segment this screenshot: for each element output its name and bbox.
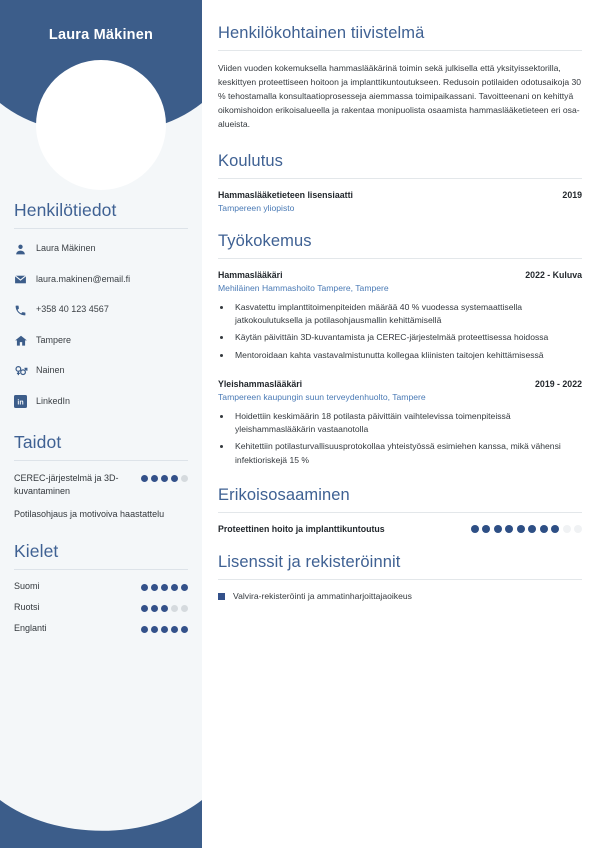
rating-dot bbox=[482, 525, 490, 533]
divider bbox=[218, 50, 582, 51]
skill-item bbox=[14, 472, 188, 498]
contact-value: +358 40 123 4567 bbox=[36, 304, 109, 315]
skills-list bbox=[14, 472, 188, 521]
bullet-item: • Mentoroidaan kahta vastavalmistunutta kollegaa kliinisten taitojen kehittämisessä bbox=[232, 349, 582, 362]
section-education bbox=[218, 152, 582, 213]
section-skills bbox=[14, 432, 188, 521]
divider bbox=[14, 460, 188, 461]
expertise-heading: Erikoisosaaminen bbox=[218, 486, 350, 505]
section-expertise bbox=[218, 486, 582, 534]
svg-text:in: in bbox=[17, 399, 24, 407]
rating-dot bbox=[494, 525, 502, 533]
phone-icon bbox=[14, 304, 36, 317]
entry-title: Yleishammaslääkäri bbox=[218, 378, 303, 389]
bullet-item: • Hoidettiin keskimäärin 18 potilasta päivittäin vaihtelevissa toimenpiteissä yleishammaslääkärin vastaanotolla bbox=[232, 410, 582, 437]
rating-dot bbox=[141, 475, 148, 482]
language-item bbox=[14, 623, 188, 633]
home-icon bbox=[14, 334, 36, 348]
rating-dot bbox=[151, 584, 158, 591]
entry-bullets bbox=[232, 301, 582, 362]
rating-dot bbox=[161, 584, 168, 591]
user-icon bbox=[14, 243, 36, 256]
rating-dot bbox=[574, 525, 582, 533]
rating-dot bbox=[171, 605, 178, 612]
summary-text: Viiden vuoden kokemuksella hammaslääkärinä toimin sekä julkisella että yksityissektorilla, keskittyen proteettiseen hoitoon ja implanttikuntoutukseen. Redusoin potilaiden odotusaikoja 30 % tehostamalla konsultaatioprosesseja aiemmassa toimipaikassani. Tavoitteenani on kehittyä oikomishoidon erikoisalueella ja rakentaa monipuolista osaamista hammaslääketieteen eri osa-alueista. bbox=[218, 63, 582, 129]
experience-entry bbox=[218, 379, 582, 467]
contact-value: Tampere bbox=[36, 334, 72, 345]
rating-dot bbox=[563, 525, 571, 533]
main-content bbox=[202, 0, 600, 848]
contact-row-gender bbox=[14, 362, 188, 380]
rating-dot bbox=[181, 605, 188, 612]
section-languages bbox=[14, 541, 188, 633]
contact-row-email[interactable] bbox=[14, 271, 188, 289]
language-label: Ruotsi bbox=[14, 601, 40, 612]
rating-dot bbox=[171, 584, 178, 591]
sidebar-body bbox=[0, 200, 202, 650]
skill-label: Potilasohjaus ja motivoiva haastattelu bbox=[14, 508, 165, 519]
bullet-item: • Käytän päivittäin 3D-kuvantamista ja CEREC-järjestelmää proteettisessa hoidossa bbox=[232, 331, 582, 344]
experience-heading: Työkokemus bbox=[218, 231, 312, 250]
expertise-label: Proteettinen hoito ja implanttikuntoutus bbox=[218, 524, 385, 535]
languages-list bbox=[14, 581, 188, 633]
divider bbox=[218, 579, 582, 580]
language-label: Englanti bbox=[14, 622, 47, 633]
envelope-icon bbox=[14, 273, 36, 286]
language-item bbox=[14, 602, 188, 612]
rating-dot bbox=[517, 525, 525, 533]
contact-row-location bbox=[14, 332, 188, 350]
rating-dot bbox=[181, 626, 188, 633]
contact-value: LinkedIn bbox=[36, 395, 71, 406]
personal-info-heading: Henkilötiedot bbox=[14, 200, 117, 220]
entry-title: Hammaslääketieteen lisensiaatti bbox=[218, 189, 353, 200]
entry-subtitle: Mehiläinen Hammashoito Tampere, Tampere bbox=[218, 282, 389, 293]
entry-subtitle: Tampereen yliopisto bbox=[218, 202, 295, 213]
contact-value: Nainen bbox=[36, 365, 65, 376]
square-bullet-icon bbox=[218, 593, 225, 600]
entry-date: 2019 - 2022 bbox=[535, 378, 582, 389]
candidate-name: Laura Mäkinen bbox=[48, 27, 154, 43]
contact-row-name bbox=[14, 240, 188, 258]
language-rating bbox=[141, 602, 188, 612]
education-entry bbox=[218, 190, 582, 213]
language-label: Suomi bbox=[14, 580, 40, 591]
skill-item bbox=[14, 508, 188, 521]
license-item bbox=[218, 591, 582, 601]
rating-dot bbox=[151, 605, 158, 612]
entry-date: 2022 - Kuluva bbox=[525, 269, 582, 280]
language-rating bbox=[141, 623, 188, 633]
skill-rating bbox=[141, 472, 188, 482]
divider bbox=[218, 258, 582, 259]
sidebar-bottom-decoration bbox=[0, 738, 202, 848]
entry-subtitle: Tampereen kaupungin suun terveydenhuolto, Tampere bbox=[218, 391, 426, 402]
rating-dot bbox=[161, 475, 168, 482]
expertise-item bbox=[218, 524, 582, 534]
gender-icon bbox=[14, 364, 36, 378]
experience-entry bbox=[218, 270, 582, 362]
bullet-item: • Kasvatettu implanttitoimenpiteiden määrää 40 % vuodessa systemaattisella jatkokoulutuksella ja potilasohjausmallin kehittämisellä bbox=[232, 301, 582, 328]
contact-row-linkedin[interactable] bbox=[14, 393, 188, 411]
contact-value: Laura Mäkinen bbox=[36, 243, 96, 254]
summary-heading: Henkilökohtainen tiivistelmä bbox=[218, 24, 425, 42]
rating-dot bbox=[161, 626, 168, 633]
rating-dot bbox=[141, 605, 148, 612]
entry-bullets bbox=[232, 410, 582, 467]
rating-dot bbox=[551, 525, 559, 533]
entry-header bbox=[218, 270, 582, 280]
avatar bbox=[36, 60, 166, 190]
rating-dot bbox=[528, 525, 536, 533]
bullet-item: • Kehitettiin potilasturvallisuusprotokollaa yhteistyössä esimiehen kanssa, mikä vähensi infektioriskejä 15 % bbox=[232, 440, 582, 467]
entry-header bbox=[218, 379, 582, 389]
divider bbox=[14, 228, 188, 229]
section-licenses bbox=[218, 553, 582, 601]
linkedin-icon bbox=[14, 395, 36, 408]
rating-dot bbox=[151, 475, 158, 482]
language-item bbox=[14, 581, 188, 591]
skill-label: CEREC-järjestelmä ja 3D-kuvantaminen bbox=[14, 472, 119, 496]
entry-header bbox=[218, 190, 582, 200]
divider bbox=[218, 178, 582, 179]
rating-dot bbox=[505, 525, 513, 533]
rating-dot bbox=[141, 626, 148, 633]
rating-dot bbox=[540, 525, 548, 533]
rating-dot bbox=[181, 584, 188, 591]
rating-dot bbox=[161, 605, 168, 612]
rating-dot bbox=[151, 626, 158, 633]
section-experience bbox=[218, 232, 582, 468]
license-label: Valvira-rekisteröinti ja ammatinharjoittajaoikeus bbox=[233, 591, 412, 602]
entry-title: Hammaslääkäri bbox=[218, 269, 283, 280]
rating-dot bbox=[141, 584, 148, 591]
section-summary bbox=[218, 24, 582, 132]
education-heading: Koulutus bbox=[218, 151, 284, 170]
rating-dot bbox=[171, 626, 178, 633]
skills-heading: Taidot bbox=[14, 431, 62, 452]
rating-dot bbox=[181, 475, 188, 482]
rating-dot bbox=[471, 525, 479, 533]
licenses-heading: Lisenssit ja rekisteröinnit bbox=[218, 553, 401, 572]
expertise-rating bbox=[471, 525, 583, 533]
language-rating bbox=[141, 581, 188, 591]
entry-date: 2019 bbox=[562, 189, 582, 200]
contact-value: laura.makinen@email.fi bbox=[36, 273, 131, 284]
divider bbox=[218, 512, 582, 513]
languages-heading: Kielet bbox=[14, 540, 59, 561]
divider bbox=[14, 569, 188, 570]
contact-row-phone[interactable] bbox=[14, 301, 188, 319]
sidebar bbox=[0, 0, 202, 848]
section-personal-info bbox=[14, 200, 188, 411]
rating-dot bbox=[171, 475, 178, 482]
